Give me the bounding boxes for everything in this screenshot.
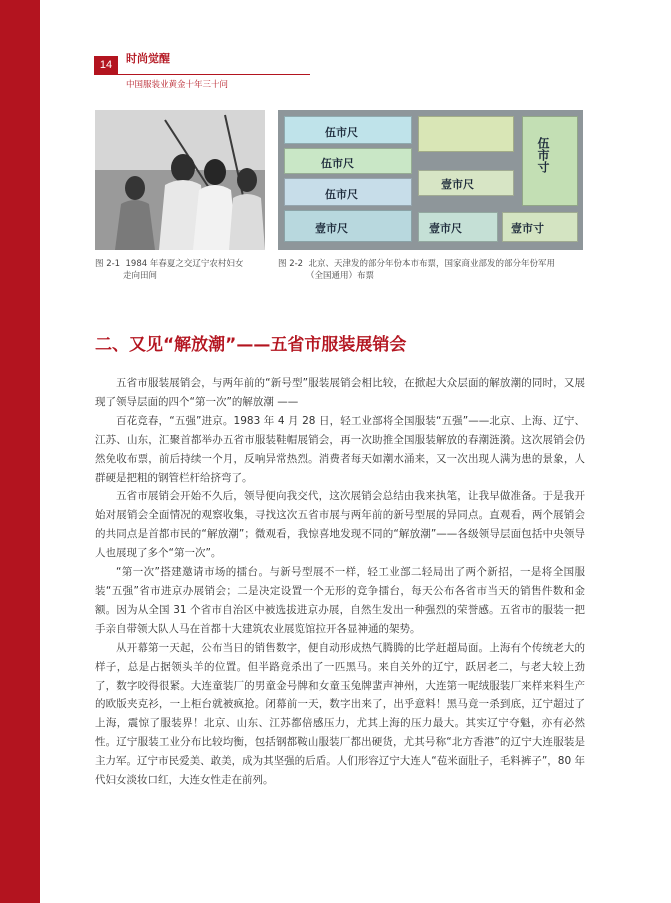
page-edge-band xyxy=(0,0,40,903)
ration-ticket: 壹市尺 xyxy=(418,212,498,242)
header-rule xyxy=(94,74,310,75)
ration-ticket: 壹市尺 xyxy=(284,210,412,242)
ration-ticket: 伍市尺 xyxy=(284,178,412,206)
figure-2-2-caption xyxy=(278,258,588,282)
running-title: 时尚觉醒 xyxy=(126,52,170,65)
paragraph: 五省市服装展销会，与两年前的“新号型”服装展销会相比较，在掀起大众层面的解放潮的同时，又展现了领导层面的四个“第一次”的解放潮 —— xyxy=(95,377,585,408)
paragraph: 五省市展销会开始不久后，领导便向我交代，这次展销会总结由我来执笔，让我早做准备。于是我开始对展销会全面情况的观察收集，寻找这次五省市展与两年前的新号型展的异同点。直观看，两个展销会的共同点是首都市民的“解放潮”；微观看，我惊喜地发现不同的“解放潮”——各级领导层面包括中央领导人也展现了多个“第一次”。 xyxy=(95,490,585,560)
ration-ticket xyxy=(418,116,514,152)
ration-ticket: 壹市寸 xyxy=(502,212,578,242)
figure-number: 图 2-1 xyxy=(95,259,121,269)
women-field-illustration xyxy=(95,110,265,250)
figure-2-1-caption xyxy=(95,258,270,282)
figure-2-2-tickets xyxy=(278,110,583,250)
ration-ticket: 壹市尺 xyxy=(418,170,514,196)
ration-ticket: 伍市尺 xyxy=(284,116,412,144)
ration-ticket: 伍市尺 xyxy=(284,148,412,174)
caption-text: 走向田间 xyxy=(123,271,158,281)
body-text xyxy=(95,374,585,790)
section-title: 二、又见“解放潮”——五省市服装展销会 xyxy=(95,335,407,355)
running-subtitle: 中国服装业黄金十年三十问 xyxy=(126,80,229,90)
paragraph: “第一次”搭建邀请市场的擂台。与新号型展不一样，轻工业部二轻局出了两个新招，一是将全国服装“五强”省市进京办展销会；二是决定设置一个无形的竞争擂台，每天公布各省市当天的销售件数和金额。因为从全国 31 个省市自治区中被选拔进京办展，自然生发出一种强烈的荣誉感。五省市的服装一把手亲自带领大队人马在首都十大建筑农业展览馆拉开各显神通的架势。 xyxy=(95,566,585,635)
page-number: 14 xyxy=(94,56,118,74)
paragraph: 从开幕第一天起，公布当日的销售数字，便自动形成热气腾腾的比学赶超局面。上海有个传统老大的样子，总是占据领头羊的位置。但半路竟杀出了一匹黑马。来自关外的辽宁，跃居老二，与老大较上劲了，数字咬得很紧。大连童装厂的男童金号牌和女童玉兔牌蜚声神州，大连第一呢绒服装厂来样来料生产的欧版夹克衫，一上柜台就被疯抢。闭幕前一天，数字出来了，出乎意料！黑马竟一杀到底，辽宁超过了上海，震惊了服装界！北京、山东、江苏都倍感压力，尤其上海的压力最大。其实辽宁夺魁，亦有必然性。辽宁服装工业分布比较均衡，包括钢都鞍山服装厂都出硬货，尤其号称“北方香港”的辽宁大连服装是主力军。辽宁市民爱美、敢美，成为其坚强的后盾。人们形容辽宁大连人“苞米面肚子，毛料裤子”，80 年代妇女淡妆口红，大连女性走在前列。 xyxy=(95,641,585,787)
caption-text: 北京、天津发的部分年份本市布票，国家商业部发的部分年份军用 xyxy=(308,259,556,269)
ration-ticket: 伍市寸 xyxy=(522,116,578,206)
caption-text: 1984 年春夏之交辽宁农村妇女 xyxy=(125,259,244,269)
paragraph: 百花竞春，“五强”进京。1983 年 4 月 28 日，轻工业部将全国服装“五强”——北京、上海、辽宁、江苏、山东，汇聚首都举办五省市服装鞋帽展销会，再一次助推全国服装解放的春潮涟漪。这次展销会仍然免收布票，前后持续一个月，反响异常热烈。消费者每天如潮水涌来，又一次出现人满为患的景象，人群硬是把粗的钢管栏杆给挤弯了。 xyxy=(95,414,585,484)
figure-number: 图 2-2 xyxy=(278,259,304,269)
figure-2-1-photo xyxy=(95,110,265,250)
caption-text: （全国通用）布票 xyxy=(306,271,375,281)
